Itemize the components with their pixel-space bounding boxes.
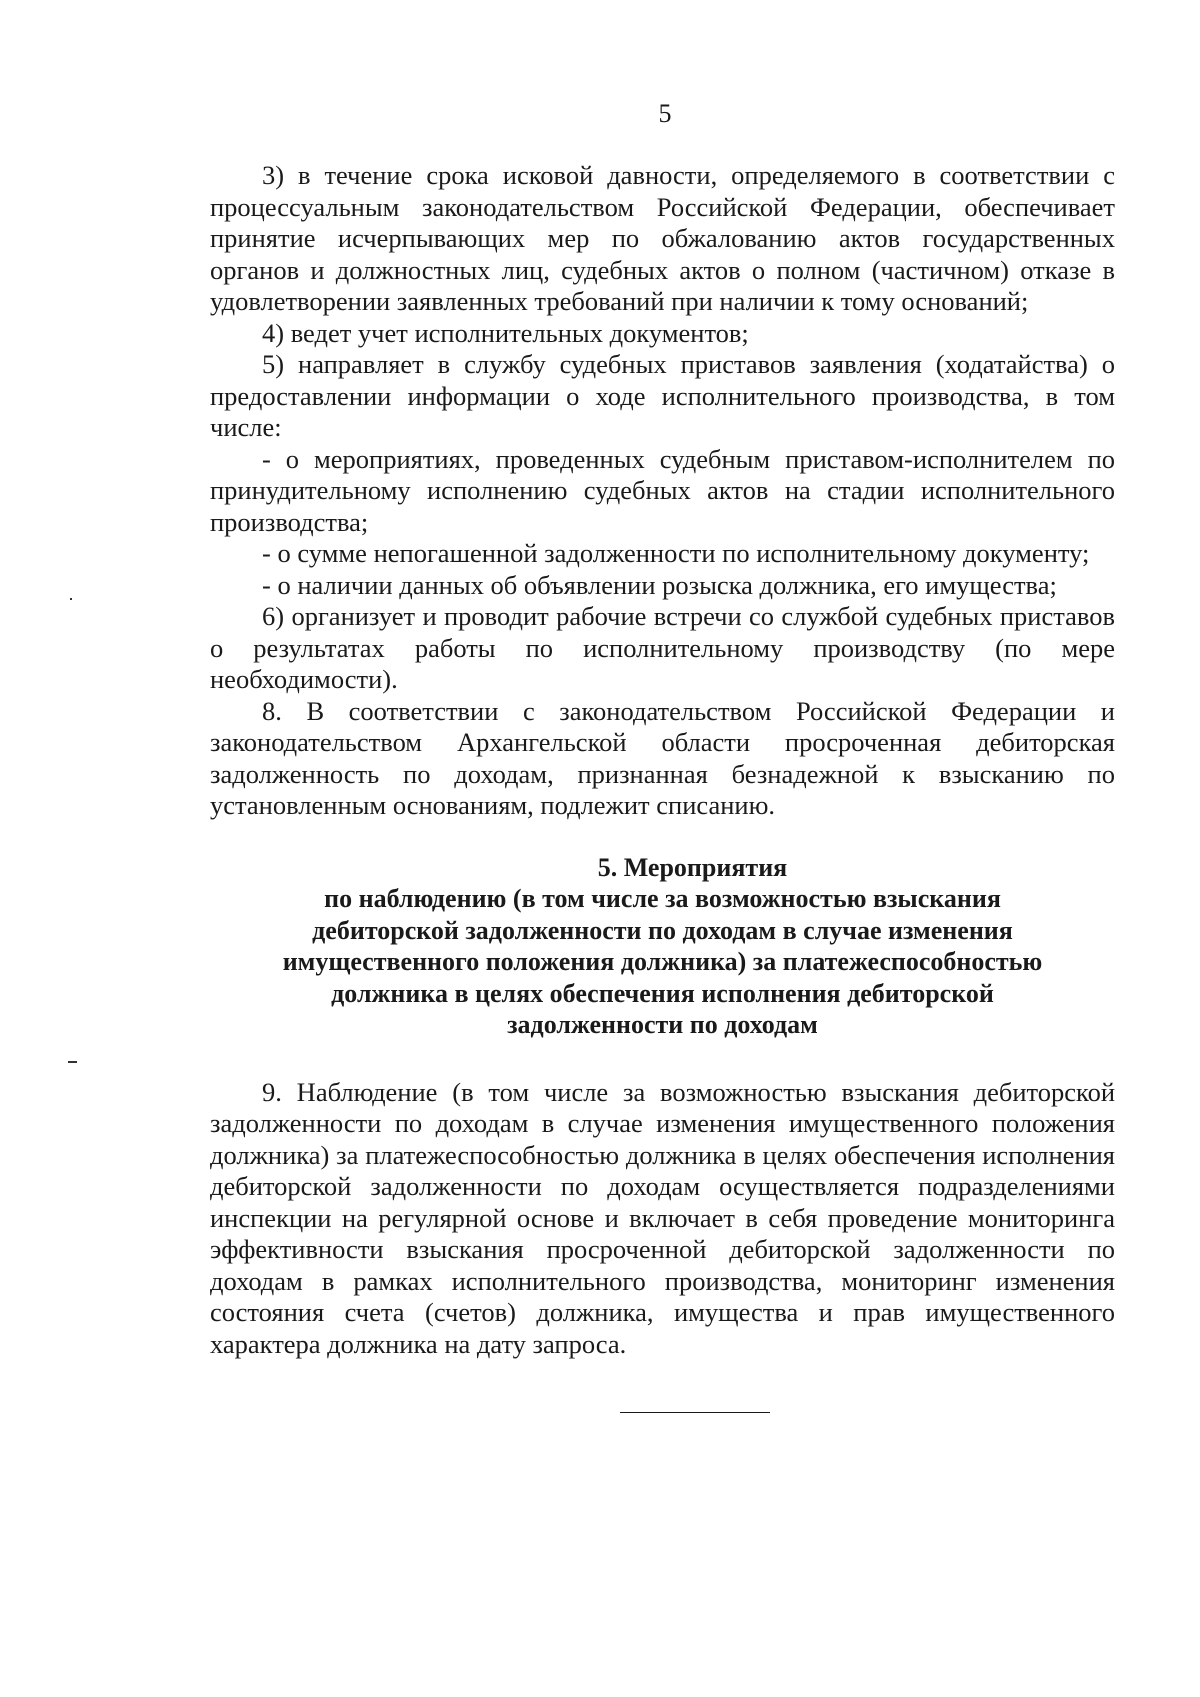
- paragraph-item-4: 4) ведет учет исполнительных документов;: [262, 317, 749, 348]
- paragraph-item-6: 6) организует и проводит рабочие встречи со службой судебных приставов о результатах работы по исполнительному производству (по мере необходимости).: [210, 601, 1115, 694]
- section-heading-line: по наблюдению (в том числе за возможностью взыскания: [324, 884, 1001, 913]
- scan-artifact-dot: [70, 598, 72, 600]
- paragraph-clause-8: 8. В соответствии с законодательством Российской Федерации и законодательством Архангельской области просроченная дебиторская задолженность по доходам, признанная безнадежной к взысканию по установленным основаниям, подлежит списанию.: [210, 695, 1115, 820]
- page-number: 5: [658, 99, 672, 128]
- closing-rule-divider: [620, 1412, 770, 1413]
- paragraph-item-3: 3) в течение срока исковой давности, определяемого в соответствии с процессуальным законодательством Российской Федерации, обеспечивает принятие исчерпывающих мер по обжалованию актов государственных органов и должностных лиц, судебных актов о полном (частичном) отказе в удовлетворении заявленных требований при наличии к тому оснований;: [210, 160, 1115, 316]
- section-heading-title: 5. Мероприятия: [597, 852, 788, 882]
- paragraph-subitem-measures: - о мероприятиях, проведенных судебным приставом-исполнителем по принудительному исполнению судебных актов на стадии исполнительного производства;: [210, 443, 1115, 537]
- paragraph-subitem-debt-sum: - о сумме непогашенной задолженности по исполнительному документу;: [262, 538, 1090, 568]
- section-heading-line: имущественного положения должника) за платежеспособностью: [282, 947, 1043, 976]
- paragraph-clause-9: 9. Наблюдение (в том числе за возможностью взыскания дебиторской задолженности по доходам в случае изменения имущественного положения должника) за платежеспособностью должника в целях обеспечения исполнения дебиторской задолженности по доходам осуществляется подразделениями инспекции на регулярной основе и включает в себя проведение мониторинга эффективности взыскания просроченной дебиторской задолженности по доходам в рамках исполнительного производства, мониторинг изменения состояния счета (счетов) должника, имущества и прав имущественного характера должника на дату запроса.: [210, 1076, 1115, 1359]
- paragraph-subitem-search: - о наличии данных об объявлении розыска должника, его имущества;: [262, 569, 1057, 600]
- paragraph-item-5: 5) направляет в службу судебных приставов заявления (ходатайства) о предоставлении информации о ходе исполнительного производства, в том числе:: [210, 349, 1115, 442]
- scan-artifact-dash: [68, 1061, 77, 1063]
- section-heading: [210, 852, 1115, 1041]
- section-heading-line: дебиторской задолженности по доходам в случае изменения: [312, 915, 1013, 945]
- section-heading-line: должника в целях обеспечения исполнения дебиторской: [331, 978, 994, 1008]
- section-heading-line: задолженности по доходам: [507, 1010, 818, 1039]
- spacer: [210, 1041, 1115, 1077]
- document-body: [210, 160, 1115, 1360]
